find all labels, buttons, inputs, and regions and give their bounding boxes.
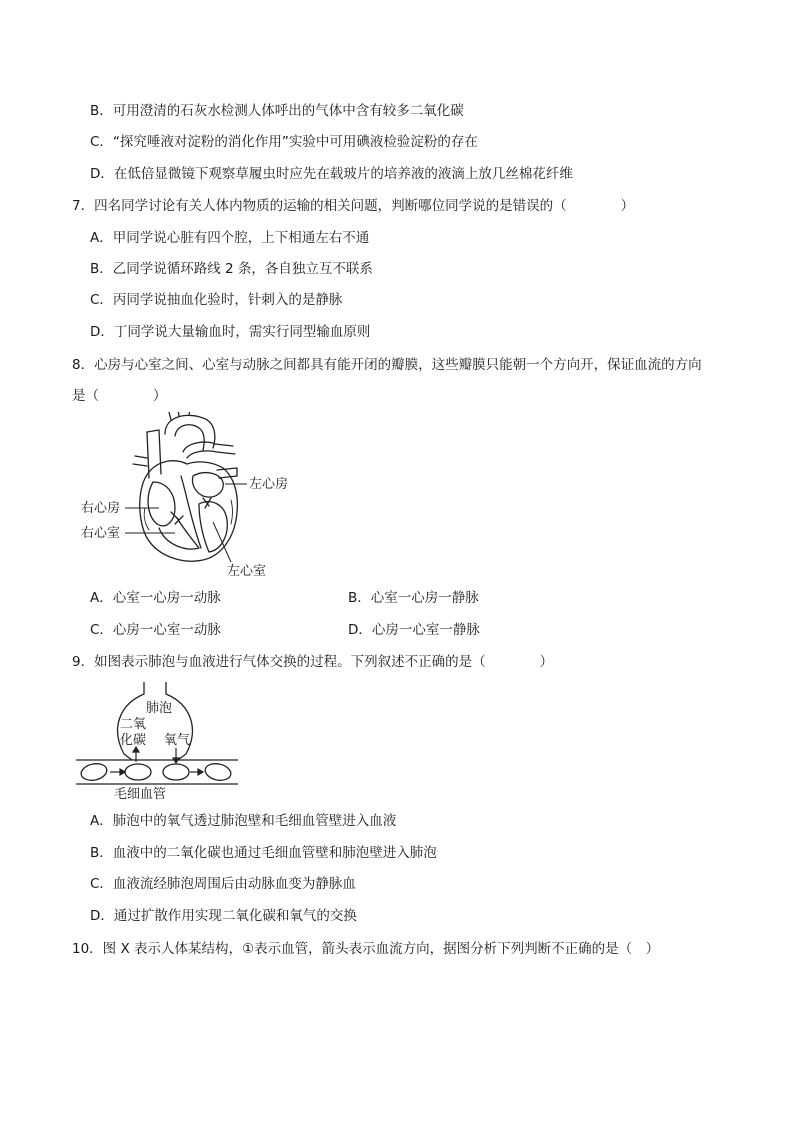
q9-stem: 9．如图表示肺泡与血液进行气体交换的过程。下列叙述不正确的是（ ）	[72, 654, 554, 670]
label-left-atrium: 左心房	[249, 477, 289, 492]
q7-option-a: A．甲同学说心脏有四个腔，上下相通左右不通	[90, 230, 370, 246]
label-alveolus: 肺泡	[146, 701, 173, 716]
label-co2-line1: 二氧	[120, 717, 147, 732]
q8-option-a: A．心室一心房一动脉	[90, 590, 221, 606]
q8-stem-line2: 是（ ）	[72, 388, 167, 404]
alveolus-diagram	[72, 676, 252, 802]
q7-option-d: D．丁同学说大量输血时，需实行同型输血原则	[90, 324, 371, 340]
q8-option-d: D．心房一心室一静脉	[348, 622, 480, 638]
q7-option-c: C．丙同学说抽血化验时，针刺入的是静脉	[90, 292, 343, 308]
label-right-atrium: 右心房	[81, 501, 121, 516]
q9-option-c: C．血液流经肺泡周围后由动脉血变为静脉血	[90, 876, 356, 892]
q9-option-a: A．肺泡中的氧气透过肺泡壁和毛细血管壁进入血液	[90, 813, 397, 829]
label-capillary: 毛细血管	[114, 787, 167, 802]
q8-option-c: C．心房一心室一动脉	[90, 622, 221, 638]
q9-option-d: D．通过扩散作用实现二氧化碳和氧气的交换	[90, 908, 357, 924]
label-left-ventricle: 左心室	[227, 564, 267, 579]
q7-stem: 7．四名同学讨论有关人体内物质的运输的相关问题，判断哪位同学说的是错误的（ ）	[72, 198, 635, 214]
label-oxygen: 氧气	[164, 733, 191, 748]
label-co2-line2: 化碳	[120, 733, 147, 748]
q6-option-d: D．在低倍显微镜下观察草履虫时应先在载玻片的培养液的液滴上放几丝棉花纤维	[90, 166, 573, 182]
q9-option-b: B．血液中的二氧化碳也通过毛细血管壁和肺泡壁进入肺泡	[90, 845, 437, 861]
q6-option-c: C．“探究唾液对淀粉的消化作用”实验中可用碘液检验淀粉的存在	[90, 134, 478, 150]
q8-stem-line1: 8．心房与心室之间、心室与动脉之间都具有能开闭的瓣膜，这些瓣膜只能朝一个方向开，保证血流的方向	[72, 357, 702, 373]
alveolus-diagram-svg	[72, 676, 252, 802]
q7-option-b: B．乙同学说循环路线 2 条，各自独立互不联系	[90, 261, 373, 277]
q6-option-b: B．可用澄清的石灰水检测人体呼出的气体中含有较多二氧化碳	[90, 103, 464, 119]
q10-stem: 10．图 X 表示人体某结构，①表示血管，箭头表示血流方向，据图分析下列判断不正确的是（ ）	[72, 941, 660, 957]
heart-diagram-svg	[75, 412, 305, 580]
q8-option-b: B．心室一心房一静脉	[348, 590, 479, 606]
heart-diagram	[75, 412, 305, 580]
label-right-ventricle: 右心室	[81, 526, 121, 541]
